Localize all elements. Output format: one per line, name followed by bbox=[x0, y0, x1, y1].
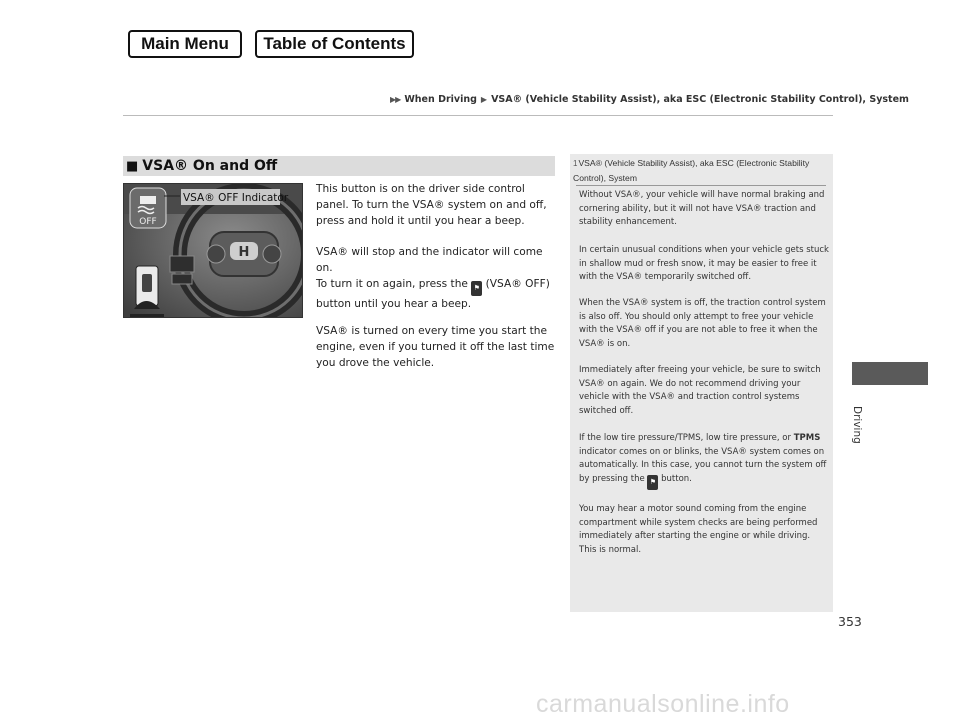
sidebar-paragraph-2: In certain unusual conditions when your vehicle gets stuck in shallow mud or fresh snow, it may be easier to free it with the VSA® temporarily switched off. bbox=[579, 245, 829, 282]
breadcrumb bbox=[390, 94, 909, 105]
watermark: carmanualsonline.info bbox=[536, 690, 790, 718]
svg-text:H: H bbox=[238, 245, 250, 260]
page-number: 353 bbox=[838, 614, 862, 629]
body-p3-text-a: To turn it on again, press the bbox=[316, 278, 472, 290]
body-paragraph-3 bbox=[316, 276, 556, 312]
sidebar-title bbox=[573, 156, 828, 186]
header-divider bbox=[123, 115, 833, 116]
table-of-contents-button[interactable]: Table of Contents bbox=[255, 30, 414, 58]
vsa-off-button-icon: ⚑ bbox=[471, 281, 482, 296]
off-text: OFF bbox=[139, 217, 157, 227]
body-paragraph-4: VSA® is turned on every time you start the engine, even if you turned it off the last time you drove the vehicle. bbox=[316, 325, 555, 369]
breadcrumb-arrow-icon: ▶ bbox=[480, 95, 488, 104]
sidebar-paragraph-3: When the VSA® system is off, the traction control system is also off. You should only attempt to free your vehicle with the VSA® off if you are not able to free it when the VSA® is on. bbox=[579, 298, 826, 349]
breadcrumb-item-vsa[interactable]: VSA® (Vehicle Stability Assist), aka ESC (Electronic Stability Control), System bbox=[491, 94, 909, 105]
chapter-tab-label[interactable]: Driving bbox=[851, 406, 863, 444]
sidebar-p5-text-a: If the low tire pressure/TPMS, low tire pressure, or bbox=[579, 433, 794, 443]
chapter-tab[interactable] bbox=[852, 362, 928, 385]
reference-icon: 1 bbox=[573, 159, 578, 168]
section-title: VSA® On and Off bbox=[142, 158, 278, 174]
sidebar-paragraph-5 bbox=[579, 432, 829, 490]
sidebar-paragraph-4: Immediately after freeing your vehicle, be sure to switch VSA® on again. We do not recommend driving your vehicle with the VSA® and traction control systems switched off. bbox=[579, 365, 821, 416]
dashboard-photo bbox=[123, 183, 303, 318]
breadcrumb-arrow-icon: ▶▶ bbox=[390, 95, 401, 104]
sidebar-paragraph-6: You may hear a motor sound coming from the engine compartment while system checks are being performed immediately after starting the engine or while driving. This is normal. bbox=[579, 504, 818, 555]
section-square-icon: ■ bbox=[126, 158, 139, 174]
sidebar-p5-text-b: indicator comes on or blinks, the VSA® system comes on automatically. In this case, you cannot turn the system off by pressing the bbox=[579, 446, 827, 484]
section-heading bbox=[123, 156, 555, 176]
vsa-off-button-icon: ⚑ bbox=[647, 475, 658, 490]
sidebar-title-text: VSA® (Vehicle Stability Assist), aka ESC (Electronic Stability Control), System bbox=[573, 158, 810, 183]
breadcrumb-item-when-driving[interactable]: When Driving bbox=[404, 94, 477, 105]
sidebar-divider bbox=[576, 185, 826, 186]
main-menu-button[interactable]: Main Menu bbox=[128, 30, 242, 58]
body-paragraph-2: VSA® will stop and the indicator will come on. bbox=[316, 246, 543, 274]
tpms-label: TPMS bbox=[793, 433, 821, 443]
sidebar-paragraph-1: Without VSA®, your vehicle will have normal braking and cornering ability, but it will not have VSA® traction and stability enhancement. bbox=[579, 190, 825, 227]
body-p3-text-b: (VSA® OFF) button until you hear a beep. bbox=[316, 278, 550, 310]
body-paragraph-1: This button is on the driver side control panel. To turn the VSA® system on and off, press and hold it until you hear a beep. bbox=[316, 183, 547, 227]
sidebar-p5-text-c: button. bbox=[658, 473, 692, 484]
vsa-off-indicator-label: VSA® OFF Indicator bbox=[183, 192, 289, 204]
